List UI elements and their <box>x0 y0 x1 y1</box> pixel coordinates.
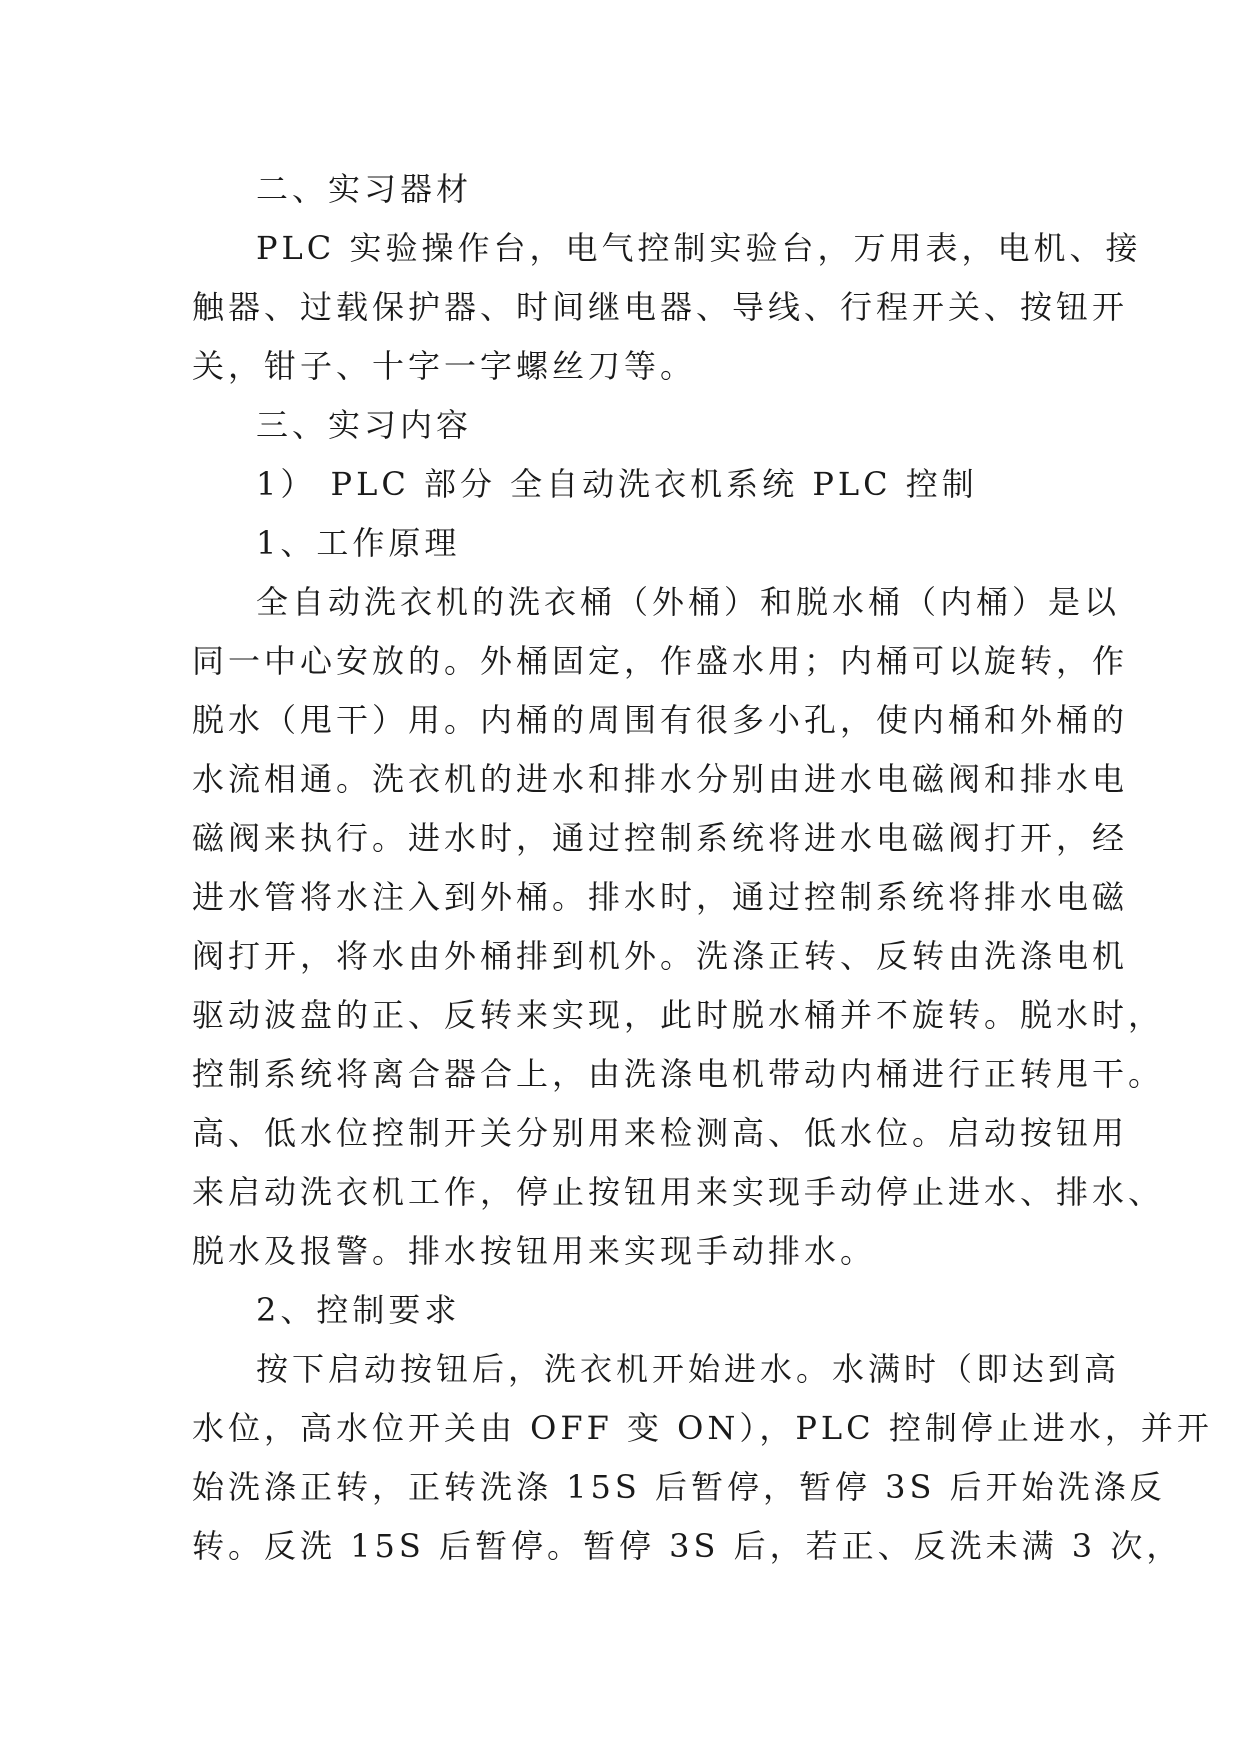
paragraph-line: 触器、过载保护器、时间继电器、导线、行程开关、按钮开 <box>192 288 1129 326</box>
paragraph-line: 磁阀来执行。进水时，通过控制系统将进水电磁阀打开，经 <box>192 819 1129 857</box>
paragraph-line: 按下启动按钮后，洗衣机开始进水。水满时（即达到高 <box>256 1350 1121 1388</box>
part-heading-plc: 1） PLC 部分 全自动洗衣机系统 PLC 控制 <box>256 465 978 503</box>
document-page <box>192 160 1213 1576</box>
paragraph-line: 水位，高水位开关由 OFF 变 ON），PLC 控制停止进水，并开 <box>192 1409 1213 1447</box>
principle-paragraph <box>192 573 1165 1281</box>
paragraph-line: 脱水及报警。排水按钮用来实现手动排水。 <box>192 1232 877 1270</box>
paragraph-line: 全自动洗衣机的洗衣桶（外桶）和脱水桶（内桶）是以 <box>256 583 1121 621</box>
subheading-working-principle: 1、工作原理 <box>256 524 461 562</box>
paragraph-line: 来启动洗衣机工作，停止按钮用来实现手动停止进水、排水、 <box>192 1173 1165 1211</box>
paragraph-line: PLC 实验操作台，电气控制实验台，万用表，电机、接 <box>256 229 1142 267</box>
subheading-control-requirements: 2、控制要求 <box>256 1291 461 1329</box>
section-heading-content: 三、实习内容 <box>256 406 473 444</box>
paragraph-line: 驱动波盘的正、反转来实现，此时脱水桶并不旋转。脱水时， <box>192 996 1165 1034</box>
paragraph-line: 水流相通。洗衣机的进水和排水分别由进水电磁阀和排水电 <box>192 760 1129 798</box>
section-heading-equipment: 二、实习器材 <box>256 170 473 208</box>
paragraph-line: 脱水（甩干）用。内桶的周围有很多小孔，使内桶和外桶的 <box>192 701 1129 739</box>
equipment-paragraph <box>192 219 1142 396</box>
requirements-paragraph <box>192 1340 1213 1576</box>
paragraph-line: 转。反洗 15S 后暂停。暂停 3S 后，若正、反洗未满 3 次， <box>192 1527 1183 1565</box>
paragraph-line: 同一中心安放的。外桶固定，作盛水用；内桶可以旋转，作 <box>192 642 1129 680</box>
paragraph-line: 进水管将水注入到外桶。排水时，通过控制系统将排水电磁 <box>192 878 1129 916</box>
paragraph-line: 始洗涤正转，正转洗涤 15S 后暂停，暂停 3S 后开始洗涤反 <box>192 1468 1166 1506</box>
paragraph-line: 控制系统将离合器合上，由洗涤电机带动内桶进行正转甩干。 <box>192 1055 1165 1093</box>
paragraph-line: 高、低水位控制开关分别用来检测高、低水位。启动按钮用 <box>192 1114 1129 1152</box>
paragraph-line: 关，钳子、十字一字螺丝刀等。 <box>192 347 697 385</box>
paragraph-line: 阀打开，将水由外桶排到机外。洗涤正转、反转由洗涤电机 <box>192 937 1129 975</box>
